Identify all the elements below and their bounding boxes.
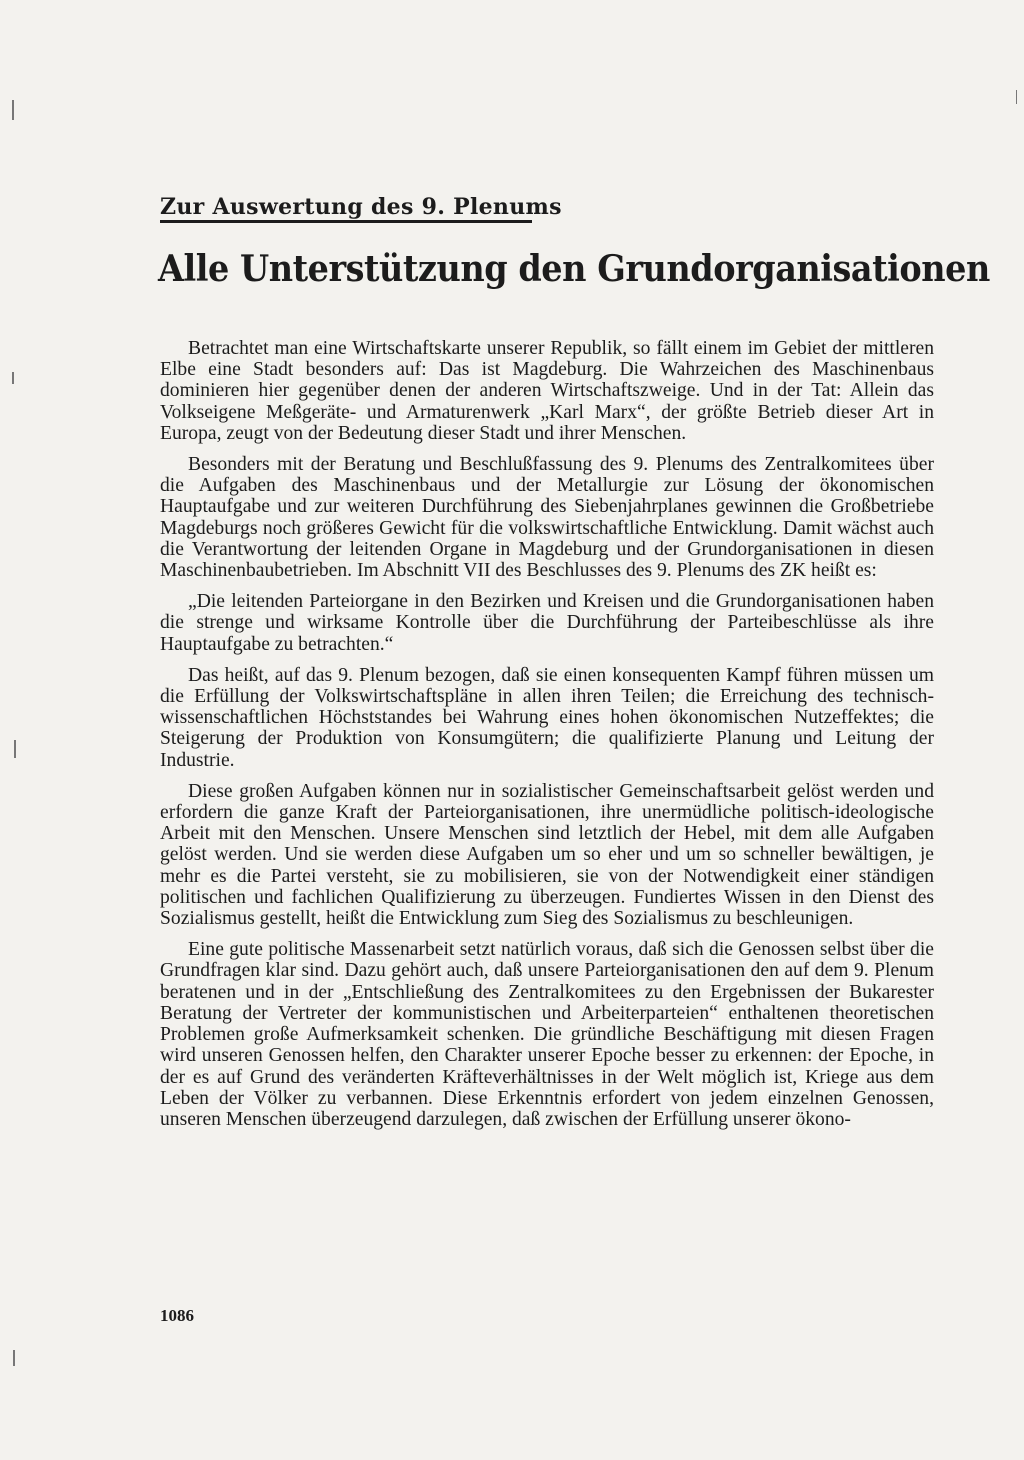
page-number: 1086 bbox=[160, 1306, 194, 1325]
scan-mark bbox=[14, 740, 16, 758]
paragraph: Eine gute politische Massenarbeit setzt natürlich voraus, daß sich die Genossen selbst über die Grundfragen klar sind. Dazu gehört auch, daß unsere Parteiorganisationen den auf dem 9. Plenum beratenen und in der „Entschließung des Zentralkomitees zu den Ergebnissen der Bukarester Beratung der Vertreter der kommunistischen und Arbeiterparteien“ enthaltenen theoretischen Problemen große Aufmerksamkeit schenken. Die gründliche Beschäftigung mit diesen Fragen wird unseren Genossen helfen, den Charakter unserer Epoche besser zu erkennen: der Epoche, in der es auf Grund des veränderten Kräfteverhältnisses in der Welt möglich ist, Kriege aus dem Leben der Völker zu verbannen. Diese Erkenntnis erfordert von jedem einzelnen Genossen, unseren Menschen überzeugend darzulegen, daß zwischen der Erfüllung unserer ökono- bbox=[160, 939, 934, 1130]
scan-mark bbox=[13, 1350, 15, 1366]
paragraph: Diese großen Aufgaben können nur in sozialistischer Gemeinschaftsarbeit gelöst werden und erfordern die ganze Kraft der Parteiorganisationen, ihre unermüdliche politisch-ideologische Arbeit mit den Menschen. Unsere Menschen sind letztlich der Hebel, mit dem alle Aufgaben gelöst werden. Und sie werden diese Aufgaben um so eher und um so schneller bewältigen, je mehr es die Partei versteht, sie zu mobilisieren, sie von der Notwendigkeit einer ständigen politischen und fachlichen Qualifizierung zu überzeugen. Fundiertes Wissen in den Dienst des Sozialismus gestellt, heißt die Entwicklung zum Sieg des Sozialismus zu beschleunigen. bbox=[160, 780, 934, 930]
scan-mark bbox=[12, 100, 14, 120]
section-kicker: Zur Auswertung des 9. Plenums bbox=[160, 194, 562, 220]
article-body bbox=[160, 338, 934, 1140]
article-title: Alle Unterstützung den Grundorganisationen bbox=[158, 248, 990, 290]
paragraph: Das heißt, auf das 9. Plenum bezogen, daß sie einen konsequenten Kampf führen müssen um die Erfüllung der Volkswirtschaftspläne in allen ihren Teilen; die Erreichung des technisch-wissenschaftlichen Höchststandes bei Wahrung eines hohen ökonomischen Nutzeffektes; die Steigerung der Produktion von Konsumgütern; die qualifizierte Planung und Leitung der Industrie. bbox=[160, 664, 934, 771]
paragraph: Besonders mit der Beratung und Beschlußfassung des 9. Plenums des Zentralkomitees über die Aufgaben des Maschinenbaus und der Metallurgie zur Lösung der ökonomischen Hauptaufgabe und zur weiteren Durchführung des Siebenjahrplanes gewinnen die Großbetriebe Magdeburgs noch größeres Gewicht für die volkswirtschaftliche Entwicklung. Damit wächst auch die Verantwortung der leitenden Organe in Magdeburg und der Grundorganisationen in diesen Maschinenbaubetrieben. Im Abschnitt VII des Beschlusses des 9. Plenums des ZK heißt es: bbox=[160, 454, 934, 582]
paragraph: Betrachtet man eine Wirtschaftskarte unserer Republik, so fällt einem im Gebiet der mittleren Elbe eine Stadt besonders auf: Das ist Magdeburg. Die Wahrzeichen des Maschinenbaus dominieren hier gegenüber denen der anderen Wirtschaftszweige. Und in der Tat: Allein das Volkseigene Meßgeräte- und Armaturenwerk „Karl Marx“, der größte Betrieb dieser Art in Europa, zeugt von der Bedeutung dieser Stadt und ihrer Menschen. bbox=[160, 338, 934, 444]
kicker-underline bbox=[160, 220, 532, 223]
scan-mark bbox=[1016, 90, 1017, 104]
quotation-paragraph: „Die leitenden Parteiorgane in den Bezirken und Kreisen und die Grundorganisationen haben die strenge und wirksame Kontrolle über die Durchführung der Parteibeschlüsse als ihre Hauptaufgabe zu betrachten.“ bbox=[160, 591, 934, 655]
scan-mark bbox=[12, 372, 14, 384]
